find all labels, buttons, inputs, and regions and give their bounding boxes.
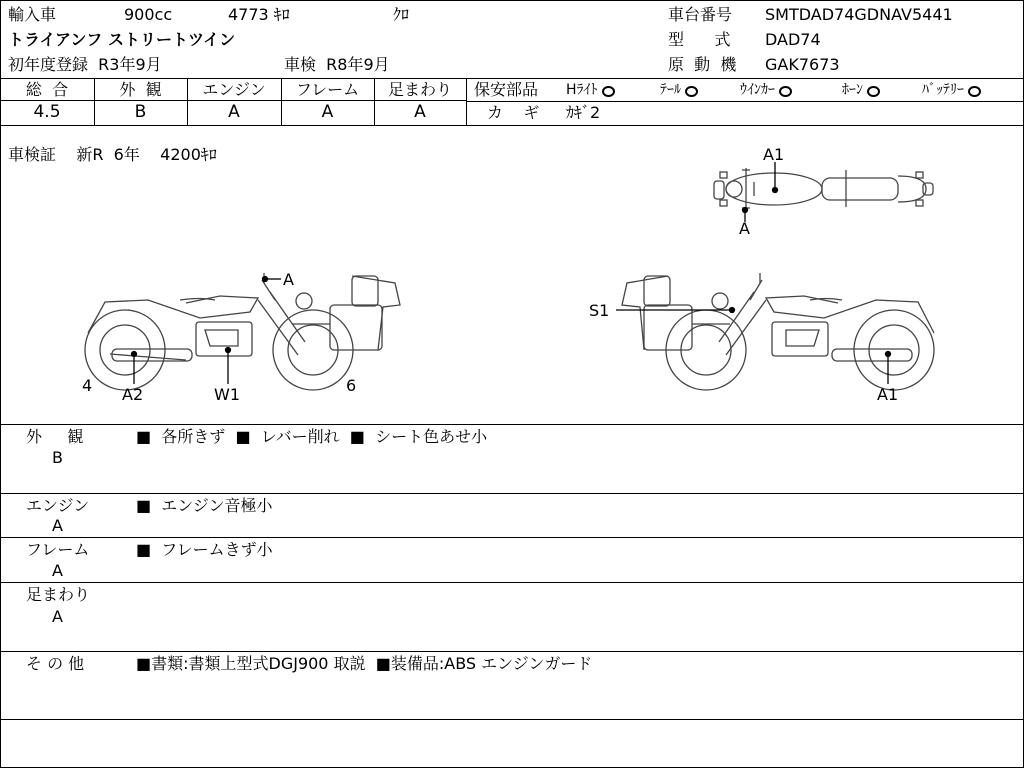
color: ｸﾛ [393,5,410,24]
engine-number-label: 原 動 機 [668,55,737,74]
first-registration: 初年度登録 R3年9月 [8,55,162,74]
remark-frame-label: フレーム [26,540,90,559]
exterior-label: 外 観 [119,80,162,99]
remark-suspension-grade: A [52,607,63,626]
type-value: DAD74 [765,30,821,49]
marker-right-s1: S1 [589,301,610,320]
marker-right-a1: A1 [877,385,899,404]
marker-left-a2: A2 [122,385,144,404]
damage-markers [132,162,891,384]
remark-engine-text: ■ エンジン音極小 [136,496,273,515]
marker-left-w1: W1 [214,385,240,404]
motorcycle-left-view [85,270,400,390]
mileage: 4773 ｷﾛ [228,5,290,24]
remark-other-text: ■書類:書類上型式DGJ900 取説 ■装備品:ABS エンジンガード [136,654,593,673]
exterior-score: B [134,102,147,122]
motorcycle-top-view [714,168,933,210]
type-label: 型 式 [668,30,731,49]
displacement: 900cc [124,5,173,24]
overall-score: 4.5 [33,102,61,122]
remark-exterior-grade: B [52,448,63,467]
remark-frame-grade: A [52,561,63,580]
import-label: 輸入車 [8,5,57,24]
safety-headlight: Hﾗｲﾄ [566,81,615,99]
safety-parts-label: 保安部品 [474,80,539,99]
remark-engine-label: エンジン [26,496,90,515]
remark-engine-grade: A [52,516,63,535]
overall-label: 総 合 [25,80,69,99]
safety-horn: ﾎｰﾝ [842,81,880,99]
safety-tail: ﾃｰﾙ [660,81,698,99]
safety-battery: ﾊﾞｯﾃﾘｰ [922,81,981,99]
suspension-label: 足まわり [387,80,452,99]
remark-other-label: そ の 他 [26,654,85,673]
frame-label: フレーム [295,80,360,99]
model-name: トライアンフ ストリートツイン [8,30,236,49]
suspension-score: A [414,102,426,122]
motorcycle-right-view [622,273,934,390]
frame-number-label: 車台番号 [668,5,733,24]
frame-score: A [321,102,334,122]
key-label: カ ギ [487,103,540,122]
remark-exterior-text: ■ 各所きず ■ レバー削れ ■ シート色あせ小 [136,427,488,446]
marker-left-6: 6 [346,376,357,395]
frame-number: SMTDAD74GDNAV5441 [765,5,953,24]
inspection-certificate: 車検証 新R 6年 4200ｷﾛ [8,145,217,164]
engine-number: GAK7673 [765,55,840,74]
marker-top-a1: A1 [763,145,785,164]
remark-exterior-label: 外 観 [26,427,84,446]
marker-left-a: A [283,270,294,289]
shaken-expiry: 車検 R8年9月 [284,55,390,74]
engine-score: A [228,102,240,122]
engine-label: エンジン [202,80,266,99]
remark-frame-text: ■ フレームきず小 [136,540,273,559]
safety-winker: ｳｲﾝｶｰ [740,81,792,99]
key-count: ｶｷﾞ2 [566,103,601,122]
marker-top-a: A [739,219,750,238]
marker-left-4: 4 [82,376,93,395]
remark-suspension-label: 足まわり [26,585,91,604]
